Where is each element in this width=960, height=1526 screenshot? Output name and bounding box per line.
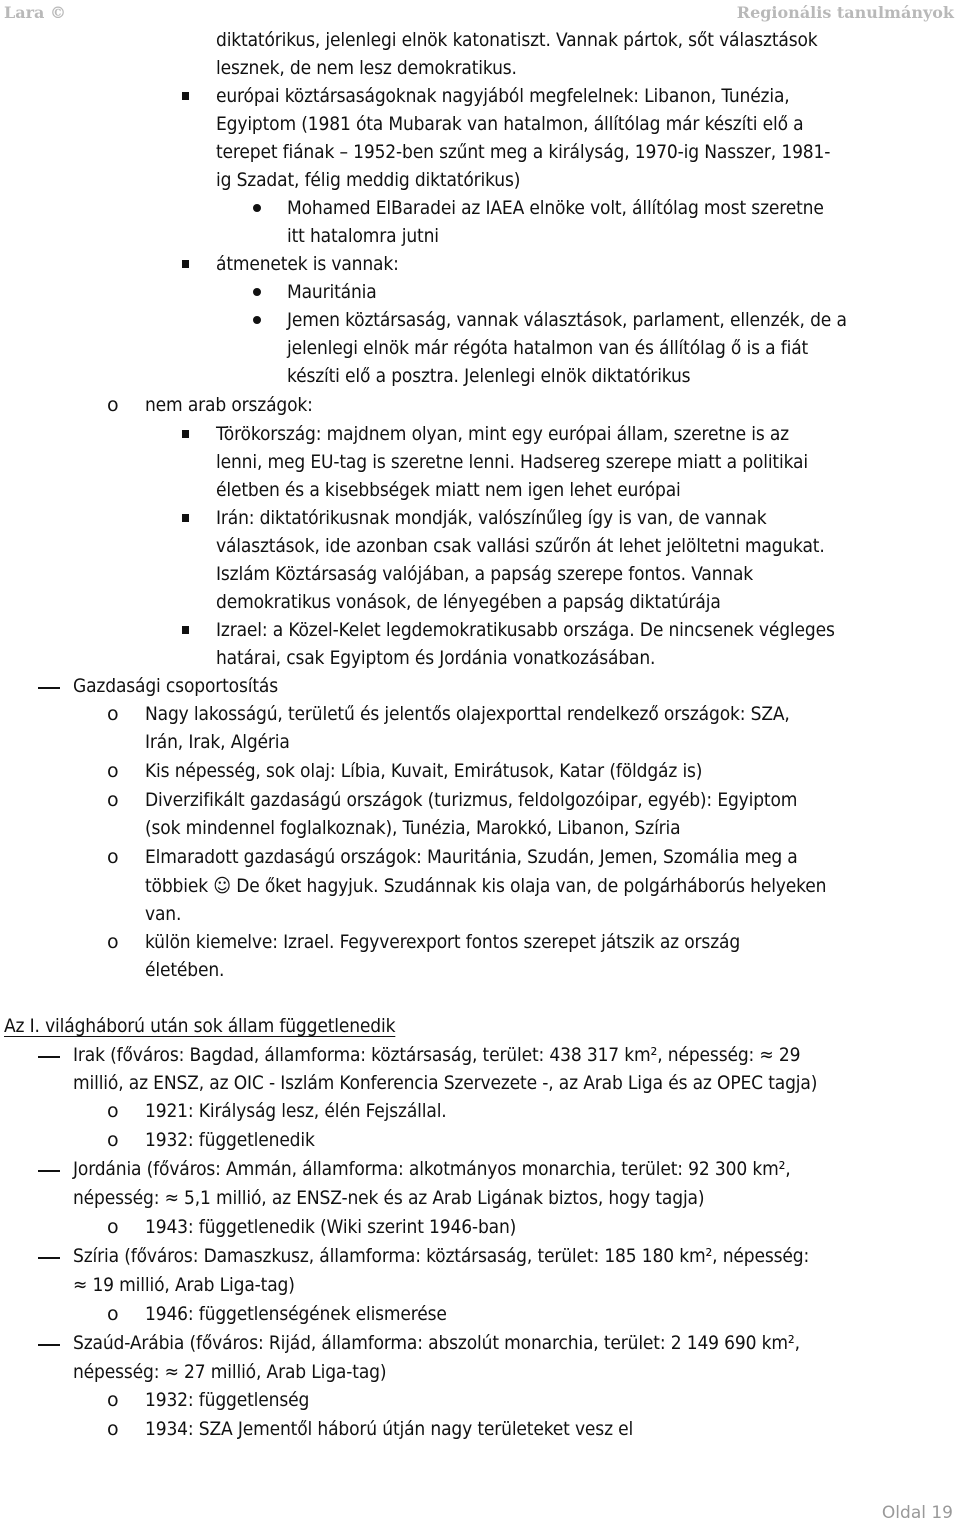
dash-bullet-icon	[38, 1257, 60, 1259]
text-line: életben és a kisebbségek miatt nem igen lehet európai	[216, 479, 681, 501]
page-number: Oldal 19	[881, 1503, 953, 1523]
text-line: határai, csak Egyiptom és Jordánia vonatkozásában.	[216, 647, 656, 669]
text-line: 1921: Királyság lesz, élén Fejszállal.	[145, 1100, 447, 1122]
text-line: készíti elő a posztra. Jelenlegi elnök diktatórikus	[287, 365, 691, 387]
round-bullet-icon	[253, 204, 261, 212]
square-bullet-icon	[182, 92, 189, 100]
text-line: Törökország: majdnem olyan, mint egy európai állam, szeretne is az	[216, 423, 790, 445]
circle-bullet-icon: o	[107, 789, 119, 811]
text-line: Szíria (főváros: Damaszkusz, államforma: köztársaság, terület: 185 180 km², népesség:	[73, 1245, 810, 1267]
page-header	[0, 3, 960, 27]
dash-bullet-icon	[38, 1056, 60, 1058]
dash-bullet-icon	[38, 687, 60, 689]
text-line: ≈ 19 millió, Arab Liga-tag)	[73, 1274, 295, 1296]
square-bullet-icon	[182, 260, 189, 268]
text-line: Egyiptom (1981 óta Mubarak van hatalmon, állítólag már készíti elő a	[216, 113, 804, 135]
text-line: Izrael: a Közel-Kelet legdemokratikusabb országa. De nincsenek végleges	[216, 619, 835, 641]
text-line: Iszlám Köztársaság valójában, a papság szerepe fontos. Vannak	[216, 563, 754, 585]
circle-bullet-icon: o	[107, 394, 119, 416]
text-line: Irán: diktatórikusnak mondják, valószínűleg így is van, de vannak	[216, 507, 767, 529]
square-bullet-icon	[182, 430, 189, 438]
text-line: 1946: függetlenségének elismerése	[145, 1303, 447, 1325]
text-line: külön kiemelve: Izrael. Fegyverexport fontos szerepet játszik az ország	[145, 931, 741, 953]
text-line: Kis népesség, sok olaj: Líbia, Kuvait, Emirátusok, Katar (földgáz is)	[145, 760, 703, 782]
text-line: diktatórikus, jelenlegi elnök katonatiszt. Vannak pártok, sőt választások	[216, 29, 818, 51]
circle-bullet-icon: o	[107, 703, 119, 725]
dash-bullet-icon	[38, 1344, 60, 1346]
text-line: 1934: SZA Jementől háború útján nagy területeket vesz el	[145, 1418, 634, 1440]
square-bullet-icon	[182, 514, 189, 522]
text-line: európai köztársaságoknak nagyjából megfelelnek: Libanon, Tunézia,	[216, 85, 790, 107]
text-line: Irak (főváros: Bagdad, államforma: köztársaság, terület: 438 317 km², népesség: ≈ 29	[73, 1044, 801, 1066]
text-line: Jemen köztársaság, vannak választások, parlament, ellenzék, de a	[287, 309, 847, 331]
text-line: millió, az ENSZ, az OIC - Iszlám Konferencia Szervezete -, az Arab Liga és az OPEC tagja)	[73, 1072, 818, 1094]
text-line: népesség: ≈ 27 millió, Arab Liga-tag)	[73, 1361, 387, 1383]
text-line: Diverzifikált gazdaságú országok (turizmus, feldolgozóipar, egyéb): Egyiptom	[145, 789, 798, 811]
header-title: Regionális tanulmányok	[736, 3, 954, 22]
text-line: Nagy lakosságú, területű és jelentős olajexporttal rendelkező országok: SZA,	[145, 703, 790, 725]
text-line: van.	[145, 903, 182, 925]
circle-bullet-icon: o	[107, 846, 119, 868]
text-line: demokratikus vonások, de lényegében a papság diktatúrája	[216, 591, 721, 613]
text-line: (sok mindennel foglalkoznak), Tunézia, Marokkó, Libanon, Szíria	[145, 817, 681, 839]
circle-bullet-icon: o	[107, 1129, 119, 1151]
text-line: jelenlegi elnök már régóta hatalmon van és állítólag ő is a fiát	[287, 337, 809, 359]
text-line: Jordánia (főváros: Ammán, államforma: alkotmányos monarchia, terület: 92 300 km²,	[73, 1158, 791, 1180]
text-line: terepet fiának – 1952-ben szűnt meg a királyság, 1970-ig Nasszer, 1981-	[216, 141, 831, 163]
circle-bullet-icon: o	[107, 1389, 119, 1411]
text-line: itt hatalomra jutni	[287, 225, 439, 247]
text-line: Elmaradott gazdaságú országok: Mauritánia, Szudán, Jemen, Szomália meg a	[145, 846, 798, 868]
text-line: Gazdasági csoportosítás	[73, 675, 278, 697]
text-line: Irán, Irak, Algéria	[145, 731, 290, 753]
text-line: ig Szadat, félig meddig diktatórikus)	[216, 169, 521, 191]
circle-bullet-icon: o	[107, 1216, 119, 1238]
text-line: átmenetek is vannak:	[216, 253, 399, 275]
circle-bullet-icon: o	[107, 760, 119, 782]
section-heading: Az I. világháború után sok állam függetlenedik	[4, 1015, 396, 1037]
circle-bullet-icon: o	[107, 1303, 119, 1325]
circle-bullet-icon: o	[107, 1100, 119, 1122]
text-line: életében.	[145, 959, 225, 981]
text-line: nem arab országok:	[145, 394, 313, 416]
round-bullet-icon	[253, 316, 261, 324]
text-line: Szaúd-Arábia (főváros: Rijád, államforma: abszolút monarchia, terület: 2 149 690 km²,	[73, 1332, 800, 1354]
text-line: lenni, meg EU-tag is szeretne lenni. Hadsereg szerepe miatt a politikai	[216, 451, 808, 473]
text-line: Mauritánia	[287, 281, 377, 303]
round-bullet-icon	[253, 288, 261, 296]
text-line: 1932: függetlenség	[145, 1389, 310, 1411]
text-line: népesség: ≈ 5,1 millió, az ENSZ-nek és az Arab Ligának biztos, hogy tagja)	[73, 1187, 705, 1209]
text-line: lesznek, de nem lesz demokratikus.	[216, 57, 517, 79]
circle-bullet-icon: o	[107, 1418, 119, 1440]
text-line: 1932: függetlenedik	[145, 1129, 315, 1151]
circle-bullet-icon: o	[107, 931, 119, 953]
dash-bullet-icon	[38, 1170, 60, 1172]
text-line: többiek ☺ De őket hagyjuk. Szudánnak kis olaja van, de polgárháborús helyeken	[145, 875, 827, 897]
header-author: Lara ©	[4, 3, 66, 22]
text-line: 1943: függetlenedik (Wiki szerint 1946-ban)	[145, 1216, 517, 1238]
text-line: választások, ide azonban csak vallási szűrőn át lehet jelöltetni magukat.	[216, 535, 825, 557]
square-bullet-icon	[182, 626, 189, 634]
text-line: Mohamed ElBaradei az IAEA elnöke volt, állítólag most szeretne	[287, 197, 824, 219]
